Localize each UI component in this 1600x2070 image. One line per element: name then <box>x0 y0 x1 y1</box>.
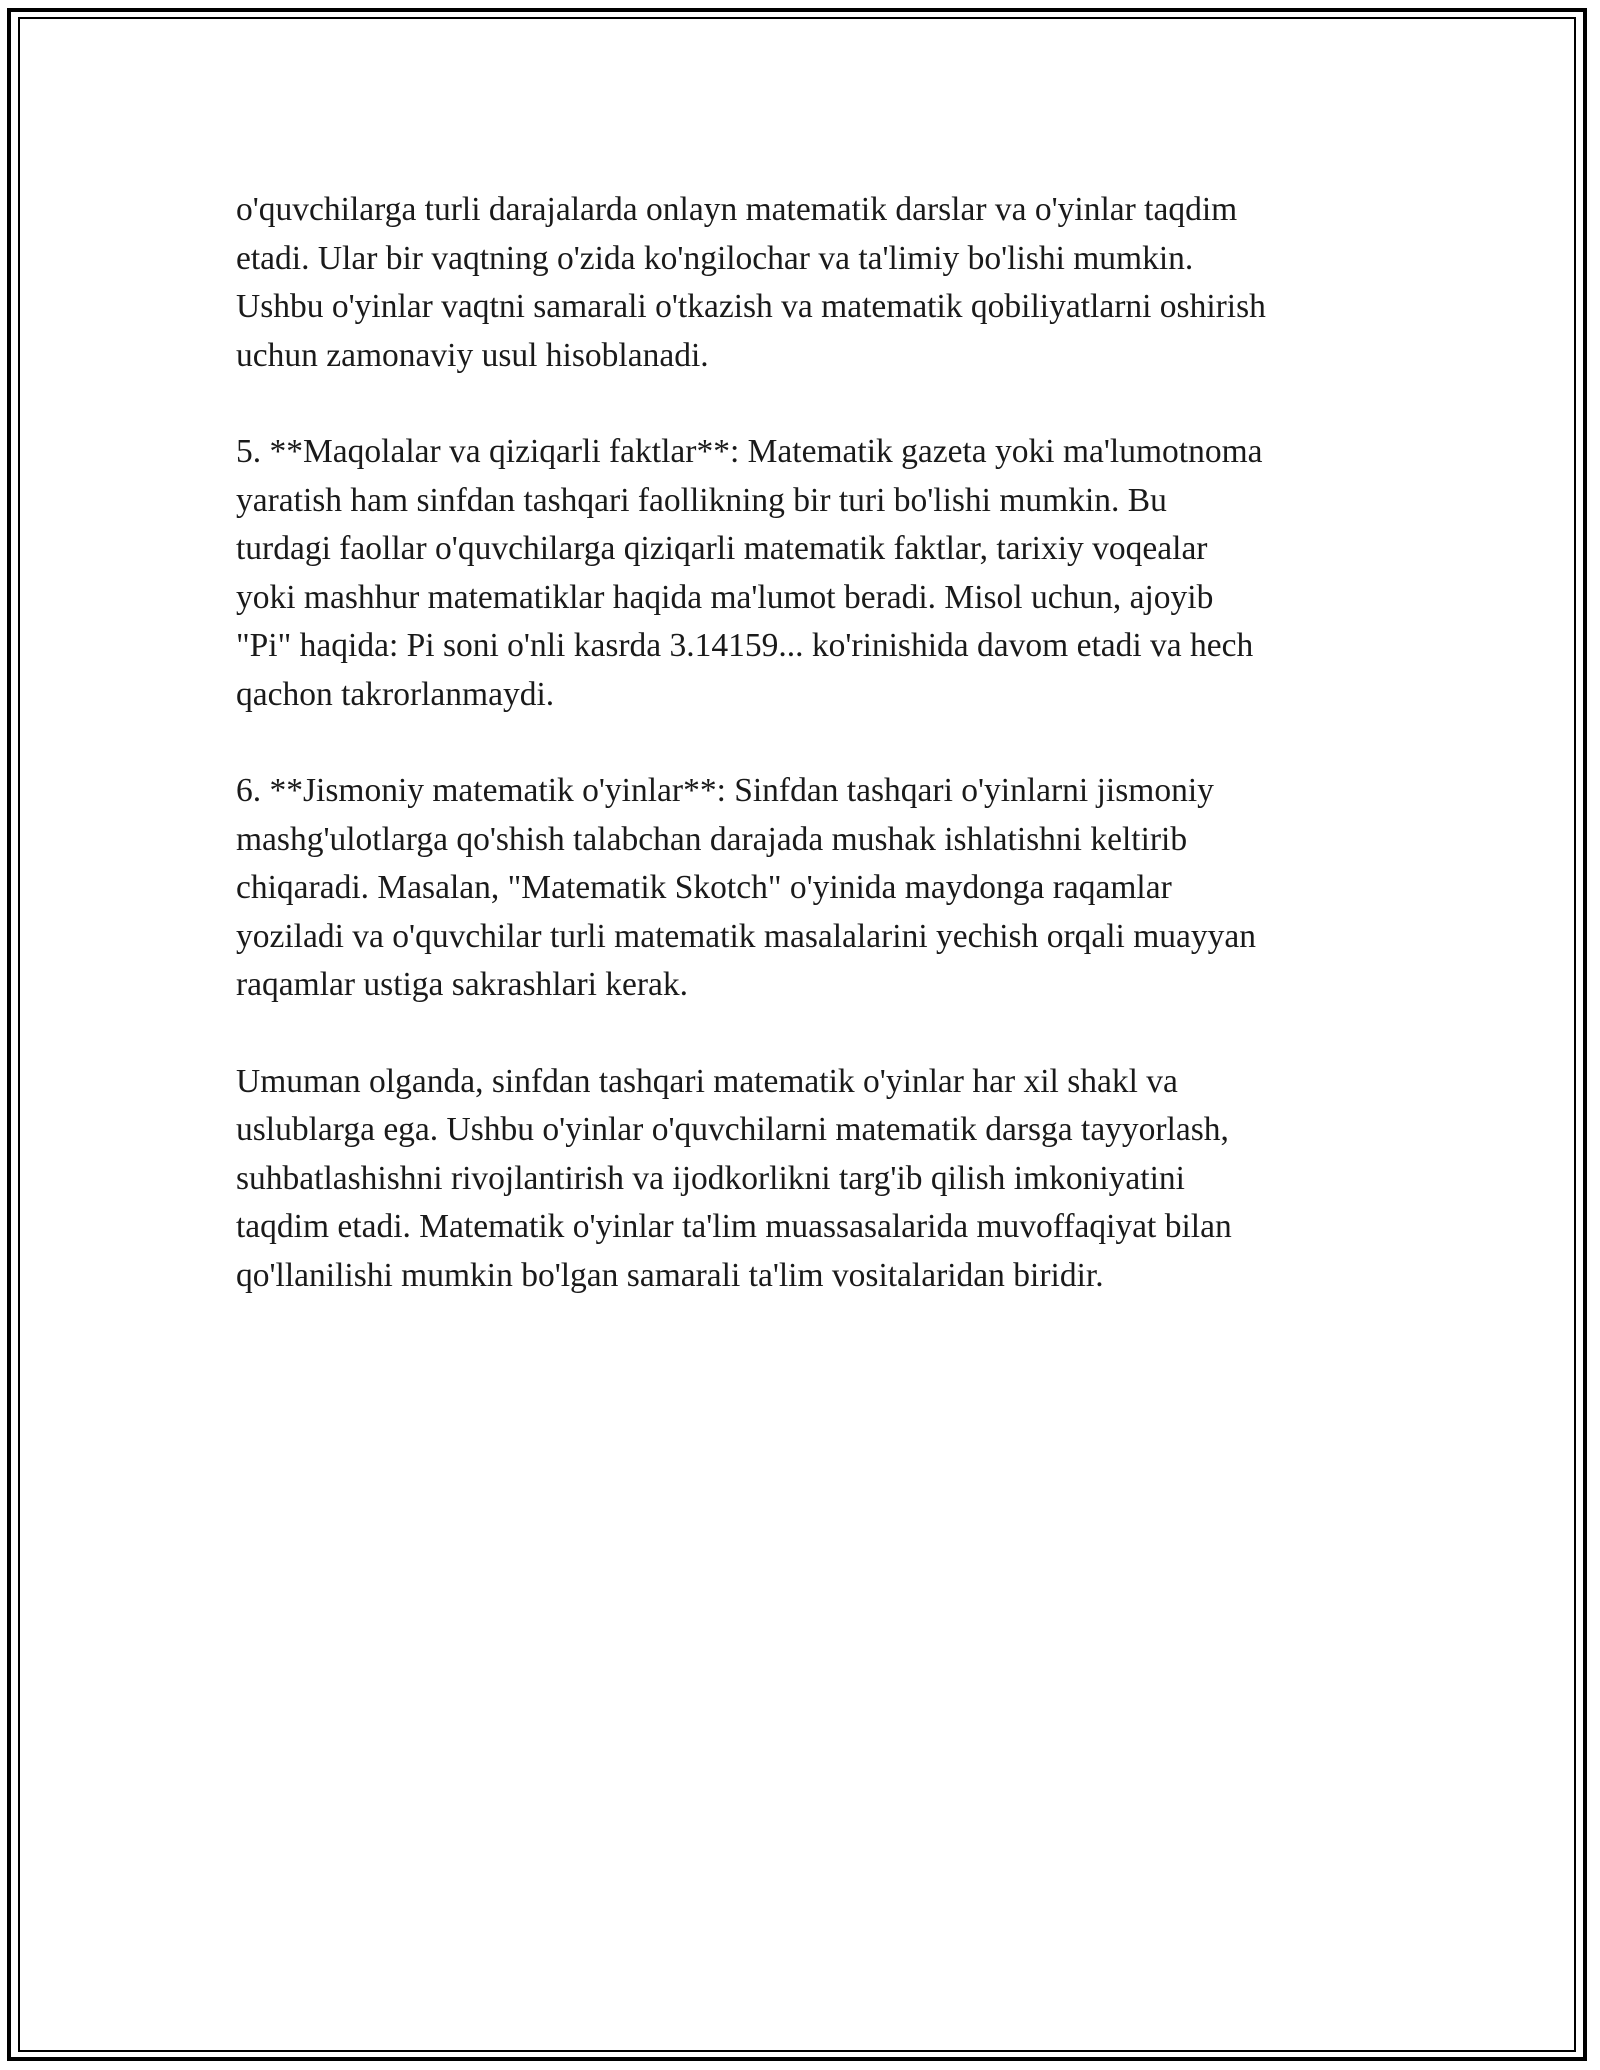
paragraph-physical-games: 6. **Jismoniy matematik o'yinlar**: Sinfdan tashqari o'yinlarni jismoniy mashg'ulotlarga qo'shish talabchan darajada mushak ishlatishni keltirib chiqaradi. Masalan, "Matematik Skotch" o'yinida maydonga raqamlar yoziladi va o'quvchilar turli matematik masalalarini yechish orqali muayyan raqamlar ustiga sakrashlari kerak. <box>236 772 1257 1003</box>
paragraph-articles-facts: 5. **Maqolalar va qiziqarli faktlar**: Matematik gazeta yoki ma'lumotnoma yaratish ham sinfdan tashqari faollikning bir turi bo'lishi mumkin. Bu turdagi faollar o'quvchilarga qiziqarli matematik faktlar, tarixiy voqealar yoki mashhur matematiklar haqida ma'lumot beradi. Misol uchun, ajoyib "Pi" haqida: Pi soni o'nli kasrda 3.14159... ko'rinishida davom etadi va hech qachon takrorlanmaydi. <box>236 433 1263 713</box>
paragraph-online-games: o'quvchilarga turli darajalarda onlayn matematik darslar va o'yinlar taqdim etadi. Ular bir vaqtning o'zida ko'ngilochar va ta'limiy bo'lishi mumkin. Ushbu o'yinlar vaqtni samarali o'tkazish va matematik qobiliyatlarni oshirish uchun zamonaviy usul hisoblanadi. <box>236 191 1266 374</box>
document-body <box>236 186 1376 1348</box>
paragraph-conclusion: Umuman olganda, sinfdan tashqari matematik o'yinlar har xil shakl va uslublarga ega. Ushbu o'yinlar o'quvchilarni matematik darsga tayyorlash, suhbatlashishni rivojlantirish va ijodkorlikni targ'ib qilish imkoniyatini taqdim etadi. Matematik o'yinlar ta'lim muassasalarida muvoffaqiyat bilan qo'llanilishi mumkin bo'lgan samarali ta'lim vositalaridan biridir. <box>236 1062 1232 1294</box>
